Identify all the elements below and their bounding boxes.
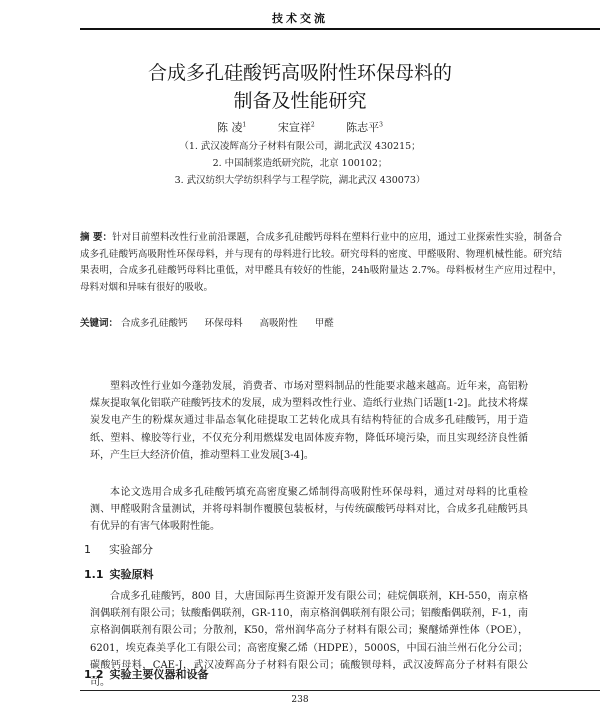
- subsection-heading: 1.2 实验主要仪器和设备: [84, 668, 209, 681]
- keyword: 合成多孔硅酸钙: [121, 318, 188, 329]
- header-rule: [80, 28, 600, 30]
- affiliation: 2. 中国制浆造纸研究院，北京 100102；: [212, 158, 388, 169]
- keyword: 高吸附性: [259, 318, 298, 329]
- keyword: 环保母料: [204, 318, 243, 329]
- author: 宋宣祥$^2$: [277, 121, 315, 134]
- body-paragraph: 合成多孔硅酸钙，800 目，大唐国际再生资源开发有限公司；硅烷偶联剂，KH-550，南京格润偶联剂有限公司；钛酸酯偶联剂，GR-110，南京格润偶联剂有限公司；铝酸酯偶联剂，F-1，南京格润偶联剂有限公司；分散剂，K50，常州润华高分子材料有限公司；聚醚烯弹性体（POE），6201，埃克森美孚化工有限公司；高密度聚乙烯（HDPE），5000S，中国石油兰州石化分公司；碳酸钙母料，CAE-J，武汉凌辉高分子材料有限公司；硫酸钡母料，武汉凌辉高分子材料有限公司。: [90, 591, 528, 689]
- body-paragraph: 塑料改性行业如今蓬勃发展，消费者、市场对塑料制品的性能要求越来越高。近年来，高铝粉煤灰提取氧化铝联产硅酸钙技术的发展，成为塑料改性行业、造纸行业热门话题[1-2]。此技术将煤炭发电产生的粉煤灰通过非晶态氧化硅提取工艺转化成具有结构特征的合成多孔硅酸钙，用于造纸、塑料、橡胶等行业，不仅充分利用燃煤发电固体废弃物，降低环境污染，而且实现经济良性循环，产生巨大经济价值，推动塑料工业发展[3-4]。: [90, 381, 528, 461]
- body-paragraph: 本论文选用合成多孔硅酸钙填充高密度聚乙烯制得高吸附性环保母料，通过对母料的比重检测、甲醛吸附含量测试，并将母料制作覆膜包装板材，与传统碳酸钙母料对比，合成多孔硅酸钙具有优异的有害气体吸附性能。: [90, 487, 528, 533]
- keyword: 甲醛: [314, 318, 334, 329]
- affiliation: （1. 武汉凌辉高分子材料有限公司，湖北武汉 430215；: [179, 141, 421, 152]
- subsection-heading: 1.1 实验原料: [84, 568, 154, 581]
- keywords-label: 关键词：: [80, 318, 119, 329]
- title-line-1: 合成多孔硅酸钙高吸附性环保母料的: [147, 62, 452, 84]
- abstract: [80, 230, 562, 296]
- abstract-text: 针对目前塑料改性行业前沿课题，合成多孔硅酸钙母料在塑料行业中的应用，通过工业探索性实验，制备合成多孔硅酸钙高吸附性环保母料，并与现有的母料进行比较。研究母料的密度、甲醛吸附、物理机械性能。研究结果表明，合成多孔硅酸钙母料比重低，对甲醛具有较好的性能，24h吸附量达 2.7%。母料板材生产应用过程中，母料对烟和异味有很好的吸收。: [80, 232, 562, 293]
- abstract-label: 摘 要：: [80, 232, 113, 243]
- affiliation: 3. 武汉纺织大学纺织科学与工程学院，湖北武汉 430073）: [174, 175, 426, 186]
- footer-rule: [80, 690, 600, 691]
- author: 陈 凌$^1$: [217, 121, 247, 134]
- keywords: [80, 316, 562, 332]
- author: 陈志平$^3$: [346, 121, 383, 134]
- section-heading: 1 实验部分: [84, 543, 153, 556]
- author-list: [0, 119, 600, 135]
- title-line-2: 制备及性能研究: [233, 90, 367, 112]
- section-tag: 技术交流: [272, 12, 328, 25]
- page-number: 238: [291, 695, 309, 705]
